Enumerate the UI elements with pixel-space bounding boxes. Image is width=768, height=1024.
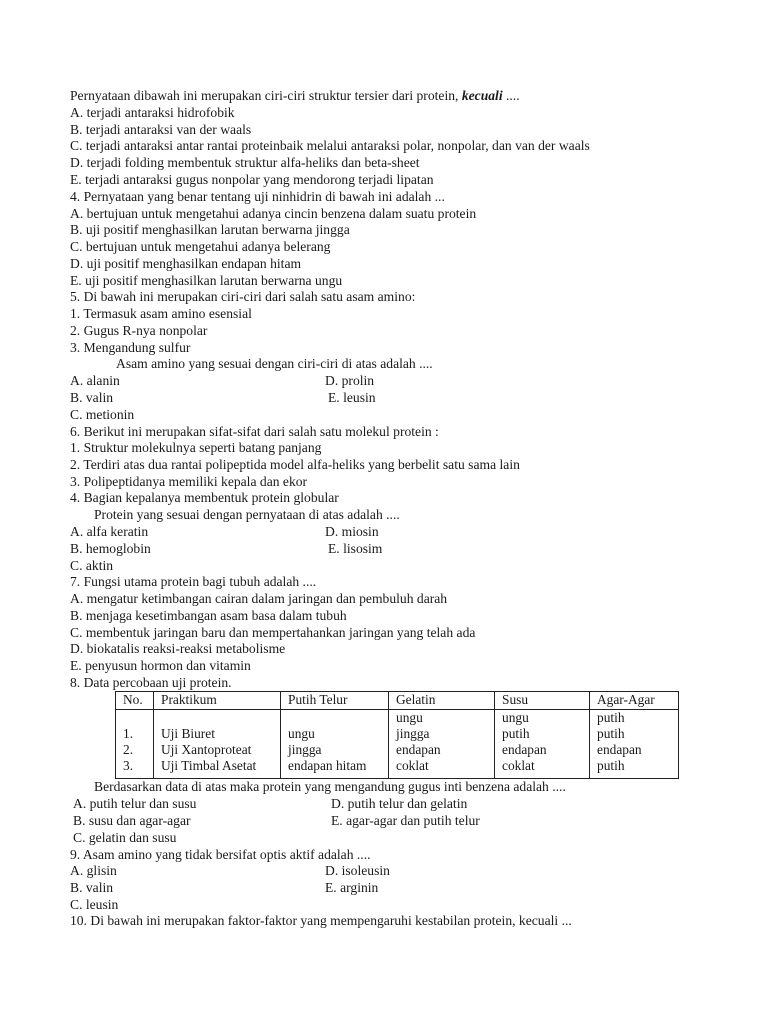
table-header-cell: No. bbox=[116, 692, 154, 710]
q6-option-a: A. alfa keratin bbox=[70, 524, 149, 539]
q8-stem: 8. Data percobaan uji protein. bbox=[70, 675, 232, 690]
q5-item-2: 2. Gugus R-nya nonpolar bbox=[70, 323, 208, 338]
table-cell: 3. bbox=[123, 758, 134, 773]
q6-stem: 6. Berikut ini merupakan sifat-sifat dari salah satu molekul protein : bbox=[70, 424, 439, 439]
q6-item-2: 2. Terdiri atas dua rantai polipeptida model alfa-heliks yang berbelit satu sama lain bbox=[70, 457, 520, 472]
q9-option-d: D. isoleusin bbox=[325, 863, 390, 878]
table-cell: Uji Xantoproteat bbox=[161, 742, 252, 757]
q3-option-e: E. terjadi antaraksi gugus nonpolar yang mendorong terjadi lipatan bbox=[70, 172, 434, 187]
table-cell: jingga bbox=[288, 742, 322, 757]
experiment-data-table bbox=[115, 691, 679, 779]
q4-option-b: B. uji positif menghasilkan larutan berwarna jingga bbox=[70, 222, 350, 237]
table-header-cell: Praktikum bbox=[154, 692, 281, 710]
table-cell: putih bbox=[597, 758, 625, 773]
q9-option-a: A. glisin bbox=[70, 863, 117, 878]
table-cell: Uji Biuret bbox=[161, 726, 215, 741]
q3-option-a: A. terjadi antaraksi hidrofobik bbox=[70, 105, 235, 120]
q8-option-e: E. agar-agar dan putih telur bbox=[331, 813, 480, 828]
table-header-cell: Agar-Agar bbox=[590, 692, 679, 710]
table-column-no bbox=[116, 710, 154, 779]
q5-prompt: Asam amino yang sesuai dengan ciri-ciri di atas adalah .... bbox=[116, 356, 433, 371]
table-cell bbox=[288, 710, 388, 726]
q5-item-1: 1. Termasuk asam amino esensial bbox=[70, 306, 252, 321]
table-cell: endapan bbox=[597, 742, 642, 757]
table-cell: ungu bbox=[396, 710, 423, 725]
q10-stem: 10. Di bawah ini merupakan faktor-faktor yang mempengaruhi kestabilan protein, kecuali ... bbox=[70, 913, 572, 928]
table-column-praktikum bbox=[154, 710, 281, 779]
table-header-cell: Susu bbox=[495, 692, 590, 710]
q8-prompt: Berdasarkan data di atas maka protein yang mengandung gugus inti benzena adalah .... bbox=[94, 779, 566, 794]
q6-option-c: C. aktin bbox=[70, 558, 114, 573]
q7-option-c: C. membentuk jaringan baru dan mempertahankan jaringan yang telah ada bbox=[70, 625, 476, 640]
table-cell: coklat bbox=[502, 758, 535, 773]
q4-option-a: A. bertujuan untuk mengetahui adanya cincin benzena dalam suatu protein bbox=[70, 206, 477, 221]
q3-option-d: D. terjadi folding membentuk struktur alfa-heliks dan beta-sheet bbox=[70, 155, 420, 170]
table-column-gelatin bbox=[389, 710, 495, 779]
q5-option-e: E. leusin bbox=[328, 390, 376, 405]
q9-option-c: C. leusin bbox=[70, 897, 119, 912]
q6-prompt: Protein yang sesuai dengan pernyataan di atas adalah .... bbox=[94, 507, 400, 522]
table-cell: putih bbox=[502, 726, 530, 741]
table-cell: 1. bbox=[123, 726, 134, 741]
q4-stem: 4. Pernyataan yang benar tentang uji ninhidrin di bawah ini adalah ... bbox=[70, 189, 445, 204]
q8-option-c: C. gelatin dan susu bbox=[73, 830, 177, 845]
q7-option-d: D. biokatalis reaksi-reaksi metabolisme bbox=[70, 641, 286, 656]
q6-option-b: B. hemoglobin bbox=[70, 541, 151, 556]
q4-option-d: D. uji positif menghasilkan endapan hitam bbox=[70, 256, 302, 271]
table-cell: jingga bbox=[396, 726, 430, 741]
q7-option-b: B. menjaga kesetimbangan asam basa dalam tubuh bbox=[70, 608, 347, 623]
table-cell: ungu bbox=[502, 710, 529, 725]
table-cell: 2. bbox=[123, 742, 134, 757]
q8-option-a: A. putih telur dan susu bbox=[73, 796, 197, 811]
q7-option-a: A. mengatur ketimbangan cairan dalam jaringan dan pembuluh darah bbox=[70, 591, 448, 606]
q5-option-c: C. metionin bbox=[70, 407, 135, 422]
q4-option-c: C. bertujuan untuk mengetahui adanya belerang bbox=[70, 239, 331, 254]
q9-stem: 9. Asam amino yang tidak bersifat optis aktif adalah .... bbox=[70, 847, 371, 862]
q5-item-3: 3. Mengandung sulfur bbox=[70, 340, 191, 355]
table-cell: ungu bbox=[288, 726, 315, 741]
table-cell: putih bbox=[597, 710, 625, 725]
table-cell: coklat bbox=[396, 758, 429, 773]
table-cell: endapan bbox=[502, 742, 547, 757]
q5-option-d: D. prolin bbox=[325, 373, 375, 388]
q3-option-c: C. terjadi antaraksi antar rantai proteinbaik melalui antaraksi polar, nonpolar, dan van der waals bbox=[70, 138, 590, 153]
q5-stem: 5. Di bawah ini merupakan ciri-ciri dari salah satu asam amino: bbox=[70, 289, 416, 304]
q7-option-e: E. penyusun hormon dan vitamin bbox=[70, 658, 251, 673]
table-column-putih-telur bbox=[281, 710, 389, 779]
q6-item-4: 4. Bagian kepalanya membentuk protein globular bbox=[70, 490, 339, 505]
q8-option-d: D. putih telur dan gelatin bbox=[331, 796, 468, 811]
q3-option-b: B. terjadi antaraksi van der waals bbox=[70, 122, 252, 137]
q5-option-b: B. valin bbox=[70, 390, 114, 405]
table-cell bbox=[123, 710, 153, 726]
table-header-cell: Gelatin bbox=[389, 692, 495, 710]
q5-option-a: A. alanin bbox=[70, 373, 120, 388]
q4-option-e: E. uji positif menghasilkan larutan berwarna ungu bbox=[70, 273, 343, 288]
table-cell: Uji Timbal Asetat bbox=[161, 758, 257, 773]
table-cell: endapan hitam bbox=[288, 758, 367, 773]
table-cell bbox=[161, 710, 280, 726]
q9-option-e: E. arginin bbox=[325, 880, 379, 895]
table-column-agar-agar bbox=[590, 710, 679, 779]
table-column-susu bbox=[495, 710, 590, 779]
q3-stem: Pernyataan dibawah ini merupakan ciri-ciri struktur tersier dari protein, kecuali .... bbox=[70, 88, 520, 103]
table-body-row bbox=[116, 710, 679, 779]
q6-item-3: 3. Polipeptidanya memiliki kepala dan ekor bbox=[70, 474, 308, 489]
q9-option-b: B. valin bbox=[70, 880, 114, 895]
q3-stem-emphasis: kecuali bbox=[461, 88, 503, 103]
table-header-cell: Putih Telur bbox=[281, 692, 389, 710]
table-cell: putih bbox=[597, 726, 625, 741]
table-cell: endapan bbox=[396, 742, 441, 757]
q6-option-d: D. miosin bbox=[325, 524, 379, 539]
q8-option-b: B. susu dan agar-agar bbox=[73, 813, 191, 828]
q6-item-1: 1. Struktur molekulnya seperti batang panjang bbox=[70, 440, 322, 455]
table-header-row bbox=[116, 692, 679, 710]
q6-option-e: E. lisosim bbox=[328, 541, 383, 556]
q7-stem: 7. Fungsi utama protein bagi tubuh adalah .... bbox=[70, 574, 317, 589]
